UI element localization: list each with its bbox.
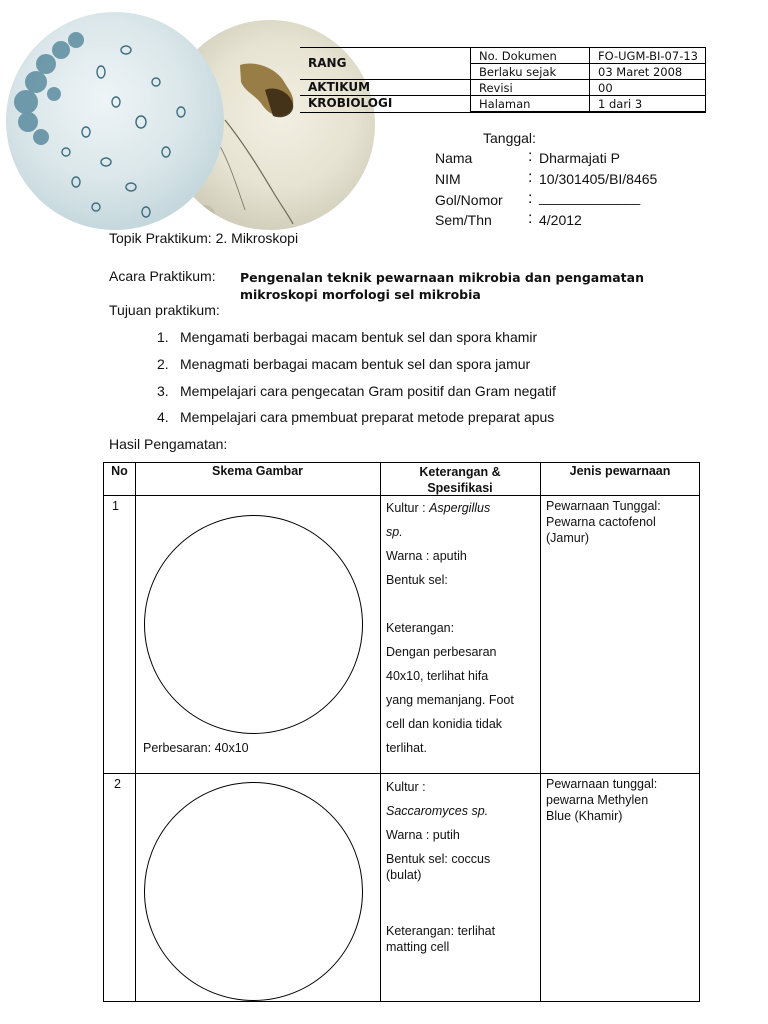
tujuan-label: Tujuan praktikum: [109, 302, 220, 318]
header-title-line-3: KROBIOLOGI [308, 96, 393, 110]
row-2-warna: Warna : putih [386, 828, 460, 842]
row-1-perbesaran: Perbesaran: 40x10 [143, 741, 249, 755]
row-2-jenis-line: pewarna Methylen [546, 793, 649, 807]
row-1-ket-label: Keterangan: [386, 621, 455, 635]
row-2-keterangan [386, 775, 495, 955]
header-jenis: Jenis pewarnaan [569, 464, 671, 478]
nim-value: 10/301405/BI/8465 [539, 171, 658, 187]
acara-title-line-2: mikroskopi morfologi sel mikrobia [240, 287, 481, 302]
meta-key: No. Dokumen [471, 48, 590, 64]
tujuan-item: Mempelajari cara pmembuat preparat metode preparat apus [180, 409, 555, 425]
sketch-circle-1 [144, 515, 363, 734]
header-skema: Skema Gambar [211, 464, 304, 478]
row-1-bentuk: Bentuk sel: [386, 573, 448, 587]
tujuan-number: 1. [157, 329, 169, 345]
topik-praktikum: Topik Praktikum: 2. Mikroskopi [109, 230, 299, 246]
document-meta-table [470, 47, 706, 112]
meta-key: Revisi [471, 80, 590, 96]
row-1-ket-line: yang memanjang. Foot [386, 693, 514, 707]
nama-colon: : [528, 148, 533, 165]
acara-label: Acara Praktikum: [109, 268, 216, 284]
tujuan-item: Mengamati berbagai macam bentuk sel dan spora khamir [180, 329, 538, 345]
meta-key: Berlaku sejak [471, 64, 590, 80]
row-1-jenis [546, 498, 661, 546]
column-divider [380, 463, 381, 1001]
row-1-keterangan [386, 496, 514, 760]
semthn-label: Sem/Thn [435, 212, 492, 228]
row-1-jenis-line: Pewarnaan Tunggal: [546, 499, 661, 513]
row-2-bentuk: Bentuk sel: coccus [386, 852, 491, 866]
acara-title-line-1: Pengenalan teknik pewarnaan mikrobia dan pengamatan [240, 270, 644, 285]
nim-label: NIM [435, 171, 461, 187]
row-2-jenis-line: Pewarnaan tunggal: [546, 777, 658, 791]
tujuan-number: 4. [157, 409, 169, 425]
header-title-line-1: RANG [308, 56, 347, 70]
nama-label: Nama [435, 150, 473, 166]
row-1-jenis-line: Pewarna cactofenol [546, 515, 656, 529]
tujuan-number: 2. [157, 356, 169, 372]
meta-key: Halaman [471, 96, 590, 112]
row-1-warna: Warna : aputih [386, 549, 467, 563]
row-2-kultur-label: Kultur : [386, 780, 426, 794]
nama-value: Dharmajati P [539, 150, 620, 166]
column-divider [135, 463, 136, 1001]
column-divider [540, 463, 541, 1001]
row-2-ket-cont: matting cell [386, 940, 450, 954]
tujuan-item: Mempelajari cara pengecatan Gram positif dan Gram negatif [180, 383, 556, 399]
row-2-jenis-line: Blue (Khamir) [546, 809, 623, 823]
hasil-pengamatan-label: Hasil Pengamatan: [109, 436, 228, 452]
golnomor-value: _____________ [539, 189, 641, 205]
yeast-micrograph [6, 12, 224, 230]
meta-value: 03 Maret 2008 [590, 64, 706, 80]
semthn-value: 4/2012 [539, 212, 582, 228]
header-no: No [111, 464, 128, 478]
sketch-circle-2 [144, 782, 363, 1001]
header-title-block [300, 47, 470, 113]
kultur-name-cont: sp. [386, 525, 403, 539]
results-table [103, 462, 700, 1002]
row-1-no: 1 [112, 499, 119, 513]
row-1-jenis-line: (Jamur) [546, 531, 590, 545]
row-1-ket-line: 40x10, terlihat hifa [386, 669, 489, 683]
tujuan-number: 3. [157, 383, 169, 399]
row-1-ket-line: Dengan perbesaran [386, 645, 497, 659]
nim-colon: : [528, 169, 533, 186]
semthn-colon: : [528, 210, 533, 227]
tanggal-label: Tanggal: [483, 130, 536, 146]
row-divider [104, 773, 699, 774]
row-2-jenis [546, 776, 657, 824]
microscope-image-yeast [6, 12, 224, 230]
kultur-label: Kultur : [386, 501, 430, 515]
row-2-ket: Keterangan: terlihat [386, 924, 496, 938]
row-1-kultur [386, 496, 514, 520]
golnomor-label: Gol/Nomor [435, 192, 503, 208]
kultur-name: Aspergillus [429, 501, 491, 515]
meta-value: FO-UGM-BI-07-13 [590, 48, 706, 64]
header-keterangan [380, 464, 540, 496]
meta-value: 00 [590, 80, 706, 96]
header-keterangan-line-2: Spesifikasi [427, 481, 493, 495]
row-1-ket-line: cell dan konidia tidak [386, 717, 503, 731]
row-2-kultur-name: Saccaromyces sp. [386, 804, 489, 818]
row-2-no: 2 [114, 777, 121, 791]
meta-value: 1 dari 3 [590, 96, 706, 112]
header-keterangan-line-1: Keterangan & [419, 465, 501, 479]
row-2-bentuk-cont: (bulat) [386, 868, 422, 882]
acara-title [240, 269, 644, 303]
header-title-line-2: AKTIKUM [308, 80, 371, 94]
tujuan-item: Menagmati berbagai macam bentuk sel dan spora jamur [180, 356, 531, 372]
golnomor-colon: : [528, 190, 533, 207]
row-1-ket-line: terlihat. [386, 741, 427, 755]
